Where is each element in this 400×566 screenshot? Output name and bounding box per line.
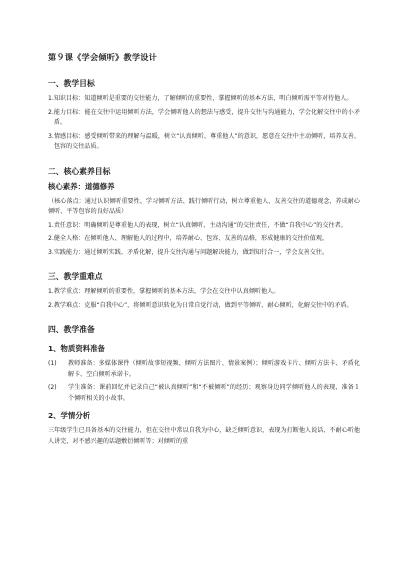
item-number: 1. (48, 221, 54, 229)
item-number: 2. (48, 235, 54, 242)
core-literacy-note: （核心落点：通过认识倾听重要性、学习倾听方法、践行倾听行动，树立尊重他人、友善交往的道德观念，养成耐心倾听、平等包容的良好品质） (48, 197, 360, 215)
section-heading-objectives: 一、教学目标 (48, 79, 95, 88)
item-text: 知识目标：知道倾听是重要的交往能力，了解倾听的重要性，掌握倾听的基本方法，明白倾听需平等对待他人。 (53, 95, 353, 102)
core-literacy-subheading: 核心素养：道德修养 (48, 181, 115, 191)
analysis-paragraph: 三年级学生已具备基本的交往能力，但在交往中常以自我为中心，缺乏倾听意识，表现为打断他人说话、不耐心听他人讲完、对不感兴趣的话题敷衍倾听等；对倾听的重 (48, 427, 360, 445)
list-item (48, 287, 360, 298)
item-number: 3. (48, 132, 54, 140)
item-number: 3. (48, 248, 54, 256)
core-literacy-list (48, 221, 360, 259)
item-text: 健全人格：在倾听他人、理解他人的过程中，培养耐心、包容、友善的品格，形成健康的交往价值观。 (53, 235, 329, 242)
key-points-list (48, 287, 360, 311)
section-heading-key-points: 三、教学重难点 (48, 272, 103, 281)
item-text: 教学难点：克服“自我中心”，将倾听意识转化为日常自觉行动，做到平等倾听、耐心倾听，化解交往中的矛盾。 (53, 301, 353, 309)
list-item (48, 248, 360, 259)
materials-list (48, 359, 360, 404)
list-item (48, 234, 360, 245)
item-text: 教学重点：理解倾听的重要性，掌握倾听的基本方法，学会在交往中认真倾听他人。 (53, 288, 280, 295)
section-heading-preparation: 四、教学准备 (48, 325, 95, 334)
item-text: 能力目标：能在交往中运用倾听方法，学会倾听他人的想法与感受，提升交往与沟通能力，学会化解交往中的小矛盾。 (53, 108, 360, 126)
list-item (48, 94, 360, 105)
list-item (48, 108, 360, 129)
item-number: (1) (48, 360, 57, 367)
objectives-list (48, 94, 360, 153)
item-number: (2) (48, 384, 57, 391)
item-text: 学生准备：课前回忆并记录自己“被认真倾听”和“不被倾听”的经历；观察身边同学倾听他人的表现，准备１个倾听相关的小故事。 (68, 384, 360, 402)
section-heading-core-literacy: 二、核心素养目标 (48, 166, 111, 176)
item-number: 2. (48, 108, 54, 116)
list-item (48, 383, 360, 404)
item-text: 责任意识：明确倾听是尊重他人的表现，树立“认真倾听、主动沟通”的交往责任，不做“自我中心”的交往者。 (53, 221, 347, 229)
document-title: 第９课《学会倾听》教学设计 (48, 52, 158, 62)
document-page (48, 52, 360, 447)
item-text: 情感目标：感受倾听带来的理解与温暖，树立“认真倾听、尊重他人”的意识，愿意在交往中主动倾听，培养友善、包容的交往品质。 (53, 132, 360, 150)
list-item (48, 359, 360, 380)
materials-subheading: 1、物质资料准备 (48, 344, 105, 353)
item-text: 教师准备：多媒体课件（倾听故事短视频、倾听方法图片、情景案例）；倾听游戏卡片、倾听方法卡、矛盾化解卡、空白倾听承诺卡。 (68, 360, 360, 378)
item-number: 1. (48, 95, 54, 102)
list-item (48, 221, 360, 232)
item-text: 实践能力：通过倾听实践、矛盾化解，提升交往沟通与问题解决能力，做到知行合一，学会友善交往。 (53, 248, 329, 256)
list-item (48, 132, 360, 153)
analysis-subheading: 2、学情分析 (48, 411, 91, 420)
item-number: 2. (48, 301, 54, 309)
item-number: 1. (48, 288, 54, 295)
list-item (48, 301, 360, 312)
